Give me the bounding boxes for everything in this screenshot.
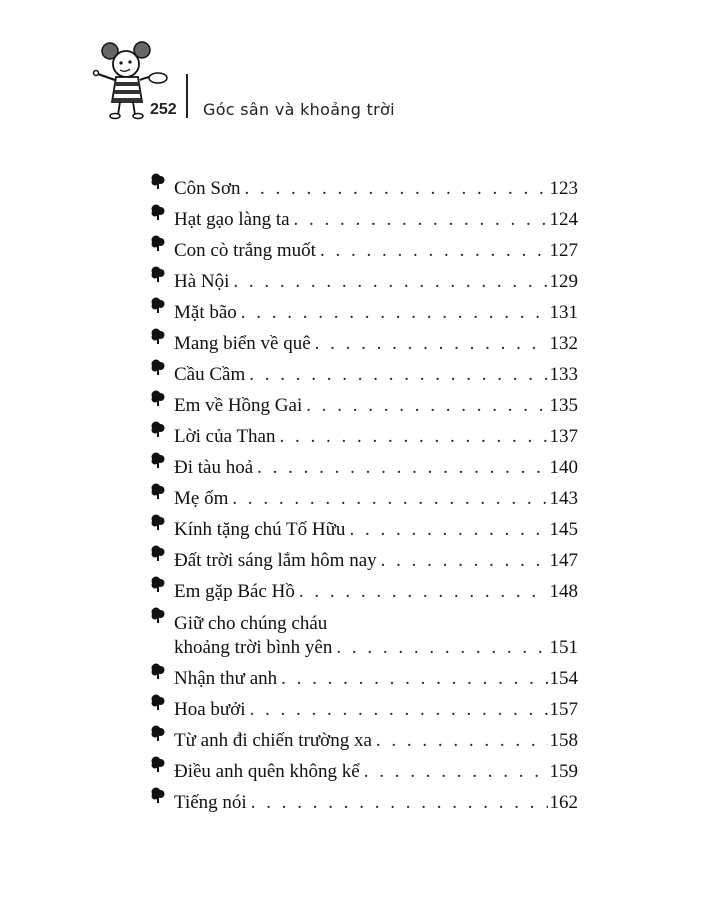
toc-entry xyxy=(150,480,578,511)
toc-title: Nhận thư anh xyxy=(174,668,278,689)
toc-entry xyxy=(150,294,578,325)
toc-entry xyxy=(150,418,578,449)
tree-bullet-icon xyxy=(150,451,166,469)
toc-page: 147 xyxy=(549,550,578,571)
toc-page: 131 xyxy=(549,302,578,323)
toc-entry xyxy=(150,201,578,232)
toc-page: 143 xyxy=(549,488,578,509)
toc-title: khoảng trời bình yên xyxy=(174,637,333,658)
toc-page: 154 xyxy=(549,668,578,689)
dot-leader xyxy=(250,698,548,722)
dot-leader xyxy=(320,239,548,263)
toc-title: Hoa bưởi xyxy=(174,699,246,720)
toc-entry xyxy=(150,263,578,294)
toc-title: Em về Hồng Gai xyxy=(174,395,303,416)
toc-title: Cầu Cầm xyxy=(174,364,246,385)
toc-entry xyxy=(150,660,578,691)
toc-page: 145 xyxy=(549,519,578,540)
toc-page: 129 xyxy=(549,271,578,292)
toc-entry xyxy=(150,325,578,356)
tree-bullet-icon xyxy=(150,693,166,711)
dot-leader xyxy=(364,760,548,784)
toc-title: Mang biển về quê xyxy=(174,333,311,354)
toc-page: 159 xyxy=(549,761,578,782)
toc-title: Hạt gạo làng ta xyxy=(174,209,290,230)
toc-entry xyxy=(150,387,578,418)
dot-leader xyxy=(381,549,548,573)
tree-bullet-icon xyxy=(150,265,166,283)
dot-leader xyxy=(349,518,547,542)
tree-bullet-icon xyxy=(150,606,166,624)
tree-bullet-icon xyxy=(150,786,166,804)
toc-title: Điều anh quên không kể xyxy=(174,761,360,782)
toc-page: 158 xyxy=(549,730,578,751)
toc-page: 127 xyxy=(549,240,578,261)
toc-page: 162 xyxy=(549,792,578,813)
toc-entry xyxy=(150,722,578,753)
tree-bullet-icon xyxy=(150,482,166,500)
dot-leader xyxy=(251,791,548,815)
toc-page: 135 xyxy=(549,395,578,416)
tree-bullet-icon xyxy=(150,544,166,562)
dot-leader xyxy=(299,580,548,604)
toc-title: Mẹ ốm xyxy=(174,488,229,509)
tree-bullet-icon xyxy=(150,203,166,221)
toc-entry xyxy=(150,232,578,263)
book-title: Góc sân và khoảng trời xyxy=(203,100,395,119)
tree-bullet-icon xyxy=(150,358,166,376)
dot-leader xyxy=(376,729,548,753)
dot-leader xyxy=(233,270,547,294)
toc-page: 133 xyxy=(549,364,578,385)
dot-leader xyxy=(280,425,548,449)
dot-leader xyxy=(281,667,547,691)
toc-entry xyxy=(150,604,578,660)
toc-title: Từ anh đi chiến trường xa xyxy=(174,730,372,751)
toc-entry xyxy=(150,753,578,784)
toc-title-line1: Giữ cho chúng cháu xyxy=(174,613,328,634)
dot-leader xyxy=(249,363,547,387)
toc-page: 157 xyxy=(549,699,578,720)
tree-bullet-icon xyxy=(150,662,166,680)
toc-title: Hà Nội xyxy=(174,271,230,292)
dot-leader xyxy=(241,301,548,325)
dot-leader xyxy=(294,208,548,232)
dot-leader xyxy=(245,177,548,201)
toc-title: Tiếng nói xyxy=(174,792,247,813)
tree-bullet-icon xyxy=(150,755,166,773)
toc-page: 124 xyxy=(549,209,578,230)
tree-bullet-icon xyxy=(150,172,166,190)
toc-title: Đi tàu hoả xyxy=(174,457,254,478)
dot-leader xyxy=(232,487,547,511)
toc-page: 132 xyxy=(549,333,578,354)
dot-leader xyxy=(306,394,547,418)
toc-title: Kính tặng chú Tố Hữu xyxy=(174,519,346,540)
toc-title: Con cò trắng muốt xyxy=(174,240,316,261)
page-header xyxy=(0,0,710,140)
toc-page: 151 xyxy=(549,637,578,658)
tree-bullet-icon xyxy=(150,575,166,593)
toc-entry xyxy=(150,511,578,542)
dot-leader xyxy=(315,332,548,356)
toc-page: 148 xyxy=(549,581,578,602)
toc-entry xyxy=(150,542,578,573)
tree-bullet-icon xyxy=(150,327,166,345)
dot-leader xyxy=(257,456,547,480)
toc-title: Côn Sơn xyxy=(174,178,241,199)
tree-bullet-icon xyxy=(150,296,166,314)
tree-bullet-icon xyxy=(150,513,166,531)
toc-entry xyxy=(150,449,578,480)
tree-bullet-icon xyxy=(150,724,166,742)
toc-page: 140 xyxy=(549,457,578,478)
toc-entry xyxy=(150,784,578,815)
toc-entry xyxy=(150,356,578,387)
toc-page: 137 xyxy=(549,426,578,447)
tree-bullet-icon xyxy=(150,389,166,407)
header-divider xyxy=(186,74,188,118)
toc-title: Em gặp Bác Hồ xyxy=(174,581,295,602)
tree-bullet-icon xyxy=(150,234,166,252)
toc-title: Đất trời sáng lắm hôm nay xyxy=(174,550,377,571)
toc-title: Lời của Than xyxy=(174,426,276,447)
tree-bullet-icon xyxy=(150,420,166,438)
toc-entry xyxy=(150,573,578,604)
page-number: 252 xyxy=(150,101,177,118)
toc-entry xyxy=(150,170,578,201)
table-of-contents xyxy=(150,170,578,815)
toc-title-block xyxy=(174,612,332,660)
toc-title: Mặt bão xyxy=(174,302,237,323)
toc-entry xyxy=(150,691,578,722)
dot-leader xyxy=(336,636,547,660)
toc-page: 123 xyxy=(549,178,578,199)
